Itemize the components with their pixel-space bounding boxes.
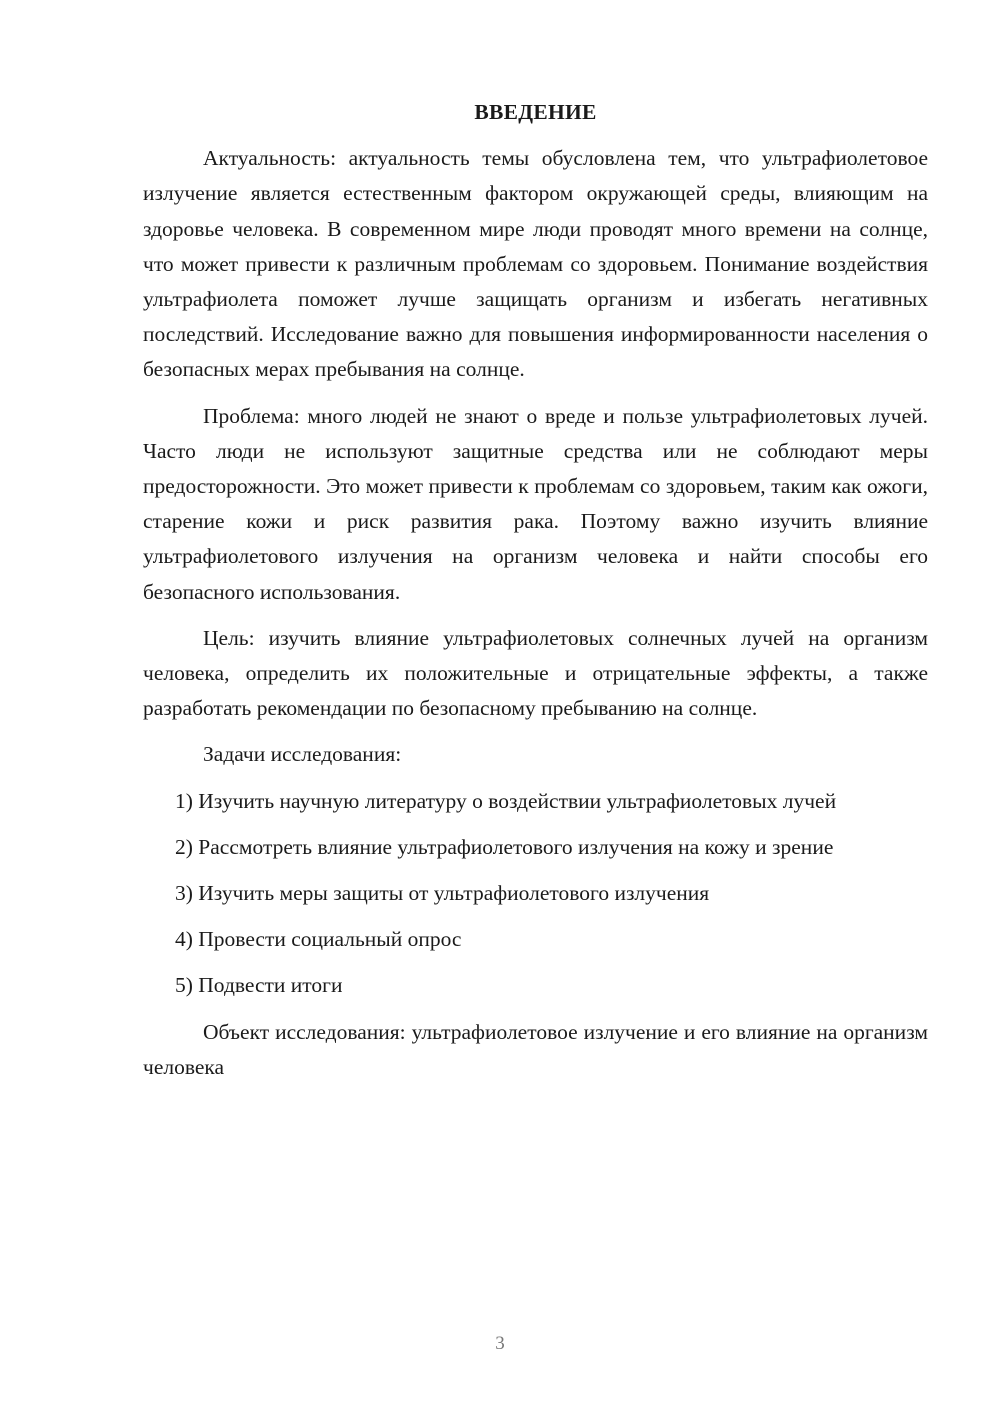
list-item: 3) Изучить меры защиты от ультрафиолетового излучения <box>175 881 710 906</box>
paragraph-relevance: Актуальность: актуальность темы обусловлена тем, что ультрафиолетовое излучение является естественным фактором окружающей среды, влияющим на здоровье человека. В современном мире люди проводят много времени на солнце, что может привести к различным проблемам со здоровьем. Понимание воздействия ультрафиолета поможет лучше защищать организм и избегать негативных последствий. Исследование важно для повышения информированности населения о безопасных мерах пребывания на солнце. <box>143 146 928 382</box>
tasks-list <box>143 784 928 1004</box>
list-item: 1) Изучить научную литературу о воздействии ультрафиолетовых лучей <box>175 788 837 813</box>
document-page <box>143 95 928 1085</box>
paragraph-goal: Цель: изучить влияние ультрафиолетовых солнечных лучей на организм человека, определить их положительные и отрицательные эффекты, а также разработать рекомендации по безопасному пребыванию на солнце. <box>143 625 928 721</box>
paragraph-object: Объект исследования: ультрафиолетовое излучение и его влияние на организм человека <box>143 1019 928 1079</box>
page-number: 3 <box>495 1333 505 1354</box>
list-item: 4) Провести социальный опрос <box>175 927 462 952</box>
tasks-heading: Задачи исследования: <box>203 742 402 767</box>
page-title: ВВЕДЕНИЕ <box>474 100 597 124</box>
paragraph-problem: Проблема: много людей не знают о вреде и пользе ультрафиолетовых лучей. Часто люди не используют защитные средства или не соблюдают меры предосторожности. Это может привести к проблемам со здоровьем, таким как ожоги, старение кожи и риск развития рака. Поэтому важно изучить влияние ультрафиолетового излучения на организм человека и найти способы его безопасного использования. <box>143 403 928 604</box>
list-item: 5) Подвести итоги <box>175 973 343 998</box>
list-item: 2) Рассмотреть влияние ультрафиолетового излучения на кожу и зрение <box>175 834 834 859</box>
